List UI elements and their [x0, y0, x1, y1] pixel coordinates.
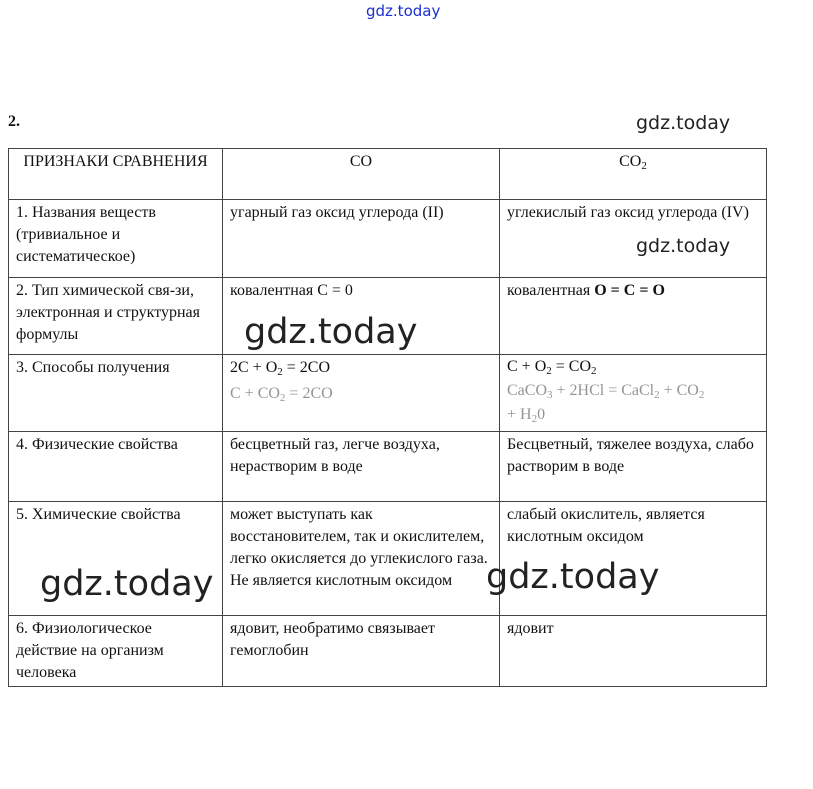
comparison-table [8, 148, 767, 687]
row6-co: ядовит, необратимо связывает гемоглобин [223, 616, 500, 687]
header-features-text: ПРИЗНАКИ СРАВНЕНИЯ [23, 153, 208, 170]
row4-co: бесцветный газ, легче воздуха, нерастворим в воде [223, 432, 500, 502]
watermark-top: gdz.today [366, 2, 441, 20]
row4-co2: Бесцветный, тяжелее воздуха, слабо растворим в воде [500, 432, 767, 502]
table-row [9, 616, 767, 687]
watermark: gdz.today [636, 235, 731, 257]
row5-feature: 5. Химические свойства [9, 502, 223, 616]
row3-co2-eq2: CaCO$_3$ + 2HCl = CaCl$_2$ + $CO_2$ [507, 382, 705, 401]
row1-feature: 1. Названия веществ (тривиальное и систематическое) [9, 200, 223, 278]
row5-co: может выступать как восстановителем, так и окислителем, легко окисляется до углекислого газа. Не является кислотным оксидом [223, 502, 500, 616]
watermark: gdz.today [486, 557, 660, 597]
watermark: gdz.today [636, 112, 731, 134]
header-co2 [500, 149, 767, 200]
table-row [9, 355, 767, 432]
row3-co2 [500, 355, 767, 432]
row1-co: угарный газ оксид углерода (II) [223, 200, 500, 278]
watermark: gdz.today [40, 564, 214, 604]
row3-co2-eq1: $C + O_2 = CO_2$ [507, 358, 597, 377]
row2-co2-formula: O = C = O [594, 282, 665, 299]
table-header-row [9, 149, 767, 200]
row2-co-prefix: ковалентная [230, 282, 318, 299]
header-co-text: CO [349, 153, 373, 170]
header-features [9, 149, 223, 200]
row2-co2 [500, 278, 767, 355]
row2-co-formula: C = 0 [317, 282, 353, 299]
row3-co [223, 355, 500, 432]
row6-co2: ядовит [500, 616, 767, 687]
row2-co2-prefix: ковалентная [507, 282, 595, 299]
row6-feature: 6. Физиологическое действие на организм человека [9, 616, 223, 687]
header-co2-sub: 2 [641, 160, 647, 172]
header-co2-base: CO [619, 153, 642, 170]
table-row [9, 432, 767, 502]
row3-feature: 3. Способы получения [9, 355, 223, 432]
watermark: gdz.today [244, 312, 418, 352]
row4-feature: 4. Физические свойства [9, 432, 223, 502]
row3-co-eq1: $2C + O_2 = 2CO$ [230, 359, 330, 378]
row3-co2-eq3: + $H_20$ [507, 406, 546, 425]
header-co [223, 149, 500, 200]
row1-co2: углекислый газ оксид углерода (IV) [500, 200, 767, 278]
row3-co-eq2: $C + CO_2 = 2CO$ [230, 385, 333, 404]
row2-feature: 2. Тип химической свя-зи, электронная и структурная формулы [9, 278, 223, 355]
row5-co2: слабый окислитель, является кислотным оксидом [500, 502, 767, 616]
task-number: 2. [8, 113, 20, 130]
